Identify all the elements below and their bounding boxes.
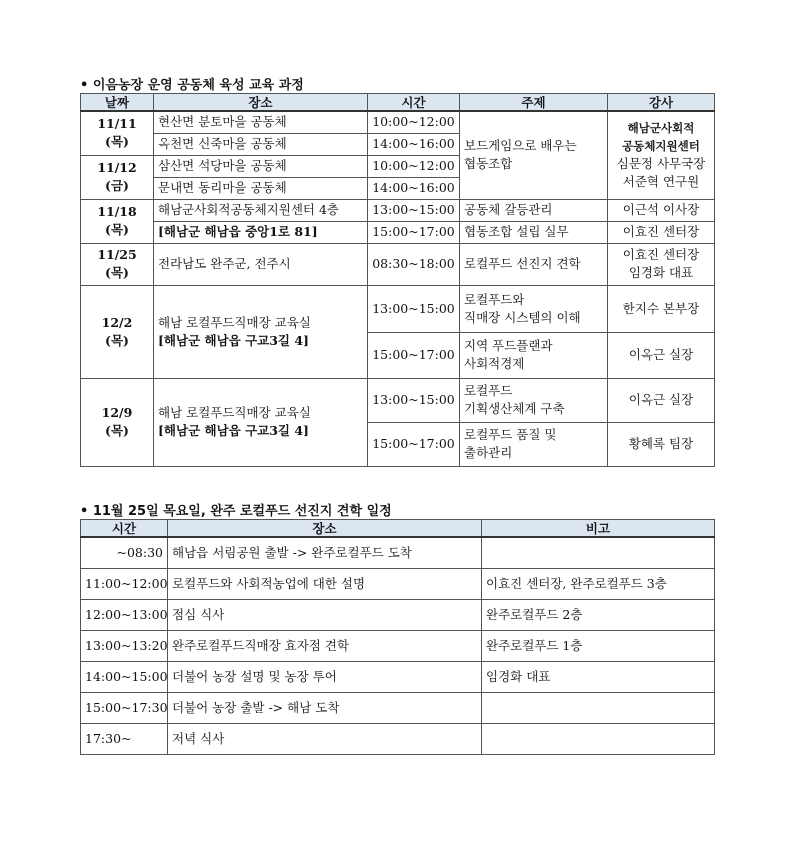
time-cell: 13:00~15:00 (368, 378, 460, 422)
address-cell: [해남군 해남읍 중앙1로 81] (154, 221, 368, 243)
date-cell: 11/18 (목) (81, 199, 154, 243)
table-row (81, 285, 715, 332)
education-schedule-table (80, 93, 715, 467)
header-place: 장소 (154, 94, 368, 112)
header-topic: 주제 (460, 94, 608, 112)
table-header-row (81, 94, 715, 112)
place-name: 해남 로컬푸드직매장 교육실 (158, 405, 311, 420)
table-header-row (81, 520, 715, 538)
section1-title: • 이음농장 운영 공동체 육성 교육 과정 (80, 78, 304, 93)
note-cell (482, 693, 715, 724)
time-cell: 11:00~12:00 (81, 569, 168, 600)
header-note: 비고 (482, 520, 715, 538)
table-row (81, 243, 715, 285)
table-row (81, 221, 715, 243)
place-cell: 저녁 식사 (168, 724, 482, 755)
instructor-cell: 이효진 센터장 (608, 221, 715, 243)
topic-cell: 지역 푸드플랜과 사회적경제 (460, 332, 608, 378)
table-row (81, 693, 715, 724)
place-cell: 현산면 분토마을 공동체 (154, 111, 368, 133)
header-place: 장소 (168, 520, 482, 538)
topic-cell: 로컬푸드와 직매장 시스템의 이해 (460, 285, 608, 332)
date-cell: 11/11 (목) (81, 111, 154, 155)
date-cell: 12/2 (목) (81, 285, 154, 378)
note-cell: 완주로컬푸드 1층 (482, 631, 715, 662)
instructor-cell: 이근석 이사장 (608, 199, 715, 221)
place-cell: 전라남도 완주군, 전주시 (154, 243, 368, 285)
instructor-cell: 이옥근 실장 (608, 378, 715, 422)
time-cell: 12:00~13:00 (81, 600, 168, 631)
note-cell: 임경화 대표 (482, 662, 715, 693)
place-cell (154, 378, 368, 466)
table-row (81, 537, 715, 569)
header-time: 시간 (368, 94, 460, 112)
time-cell: 17:30~ (81, 724, 168, 755)
time-cell: 15:00~17:00 (368, 332, 460, 378)
place-cell: 로컬푸드와 사회적농업에 대한 설명 (168, 569, 482, 600)
instructor-org: 해남군사회적 공동체지원센터 (622, 121, 700, 154)
section2-title: • 11월 25일 목요일, 완주 로컬푸드 선진지 견학 일정 (80, 504, 392, 519)
place-cell: 옥천면 신죽마을 공동체 (154, 133, 368, 155)
time-cell: ~08:30 (81, 537, 168, 569)
note-cell: 이효진 센터장, 완주로컬푸드 3층 (482, 569, 715, 600)
time-cell: 15:00~17:00 (368, 422, 460, 466)
instructor-cell (608, 111, 715, 199)
date-cell: 11/25 (목) (81, 243, 154, 285)
topic-cell: 협동조합 설립 실무 (460, 221, 608, 243)
table-row (81, 631, 715, 662)
time-cell: 10:00~12:00 (368, 111, 460, 133)
place-cell: 해남군사회적공동체지원센터 4층 (154, 199, 368, 221)
note-cell (482, 537, 715, 569)
topic-cell: 로컬푸드 기획생산체계 구축 (460, 378, 608, 422)
table-row (81, 662, 715, 693)
instructor-cell: 이효진 센터장 임경화 대표 (608, 243, 715, 285)
table-row (81, 199, 715, 221)
topic-cell: 로컬푸드 선진지 견학 (460, 243, 608, 285)
place-cell: 해남읍 서림공원 출발 -> 완주로컬푸드 도착 (168, 537, 482, 569)
place-cell: 삼산면 석당마을 공동체 (154, 155, 368, 177)
place-address: [해남군 해남읍 구교3길 4] (158, 332, 309, 348)
note-cell: 완주로컬푸드 2층 (482, 600, 715, 631)
time-cell: 13:00~15:00 (368, 199, 460, 221)
header-time: 시간 (81, 520, 168, 538)
note-cell (482, 724, 715, 755)
header-date: 날짜 (81, 94, 154, 112)
field-trip-schedule-table (80, 519, 715, 755)
place-cell: 더불어 농장 설명 및 농장 투어 (168, 662, 482, 693)
instructor-cell: 한지수 본부장 (608, 285, 715, 332)
date-cell: 11/12 (금) (81, 155, 154, 199)
header-instructor: 강사 (608, 94, 715, 112)
place-cell: 완주로컬푸드직매장 효자점 견학 (168, 631, 482, 662)
table-row (81, 569, 715, 600)
topic-cell: 공동체 갈등관리 (460, 199, 608, 221)
table-row (81, 600, 715, 631)
time-cell: 13:00~15:00 (368, 285, 460, 332)
place-cell (154, 285, 368, 378)
date-cell: 12/9 (목) (81, 378, 154, 466)
time-cell: 14:00~16:00 (368, 177, 460, 199)
place-cell: 더불어 농장 출발 -> 해남 도착 (168, 693, 482, 724)
instructor-cell: 이옥근 실장 (608, 332, 715, 378)
time-cell: 08:30~18:00 (368, 243, 460, 285)
table-row (81, 378, 715, 422)
place-cell: 문내면 동리마을 공동체 (154, 177, 368, 199)
instructor-cell: 황혜록 팀장 (608, 422, 715, 466)
time-cell: 14:00~15:00 (81, 662, 168, 693)
table-row (81, 111, 715, 133)
time-cell: 14:00~16:00 (368, 133, 460, 155)
time-cell: 13:00~13:20 (81, 631, 168, 662)
place-address: [해남군 해남읍 구교3길 4] (158, 423, 309, 438)
instructor-names: 심문정 사무국장 서준혁 연구원 (616, 156, 706, 190)
time-cell: 15:00~17:00 (368, 221, 460, 243)
place-cell: 점심 식사 (168, 600, 482, 631)
table-row (81, 724, 715, 755)
time-cell: 10:00~12:00 (368, 155, 460, 177)
time-cell: 15:00~17:30 (81, 693, 168, 724)
topic-cell: 보드게임으로 배우는 협동조합 (460, 111, 608, 199)
topic-cell: 로컬푸드 품질 및 출하관리 (460, 422, 608, 466)
place-name: 해남 로컬푸드직매장 교육실 (158, 314, 311, 330)
